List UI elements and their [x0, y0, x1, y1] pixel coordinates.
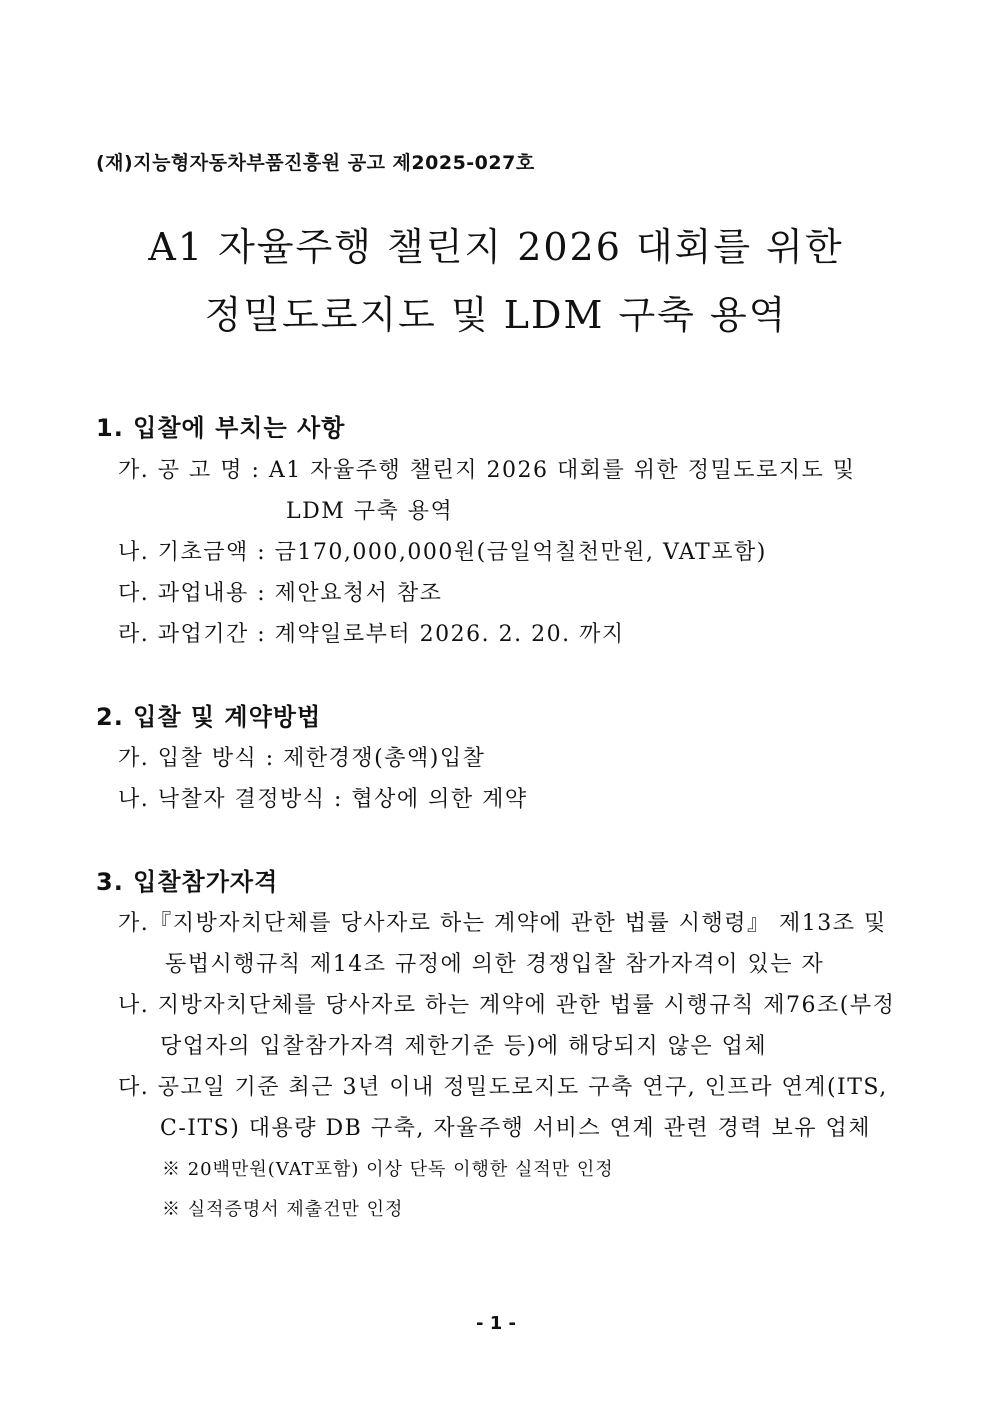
- section-1-item-d: 라. 과업기간 : 계약일로부터 2026. 2. 20. 까지: [118, 622, 625, 647]
- section-3-item-c-cont: C-ITS) 대용량 DB 구축, 자율주행 서비스 연계 관련 경력 보유 업체: [160, 1116, 872, 1141]
- section-3-item-b-cont: 당업자의 입찰참가자격 제한기준 등)에 해당되지 않은 업체: [160, 1034, 768, 1059]
- section-3-item-a-cont: 동법시행규칙 제14조 규정에 의한 경쟁입찰 참가자격이 있는 자: [165, 952, 825, 977]
- section-1-item-a: 가. 공 고 명 : A1 자율주행 챌린지 2026 대회를 위한 정밀도로지도 및: [118, 458, 856, 483]
- notice-number: (재)지능형자동차부품진흥원 공고 제2025-027호: [96, 152, 535, 174]
- section-3-item-b: 나. 지방자치단체를 당사자로 하는 계약에 관한 법률 시행규칙 제76조(부정: [118, 993, 896, 1018]
- section-3-heading: 3. 입찰참가자격: [96, 868, 279, 896]
- section-2-item-a: 가. 입찰 방식 : 제한경쟁(총액)입찰: [118, 746, 486, 771]
- section-2-item-b: 나. 낙찰자 결정방식 : 협상에 의한 계약: [118, 787, 528, 812]
- page-number: - 1 -: [476, 1313, 516, 1334]
- section-3-note-1: ※ 20백만원(VAT포함) 이상 단독 이행한 실적만 인정: [162, 1159, 614, 1180]
- document-title-line2: 정밀도로지도 및 LDM 구축 용역: [204, 293, 788, 337]
- section-1-item-b: 나. 기초금액 : 금170,000,000원(금일억칠천만원, VAT포함): [118, 540, 767, 565]
- section-3-item-c: 다. 공고일 기준 최근 3년 이내 정밀도로지도 구축 연구, 인프라 연계(ITS,: [118, 1075, 888, 1100]
- section-1-item-c: 다. 과업내용 : 제안요청서 참조: [118, 581, 443, 606]
- section-1-heading: 1. 입찰에 부치는 사항: [96, 414, 346, 442]
- section-3-item-a: 가.『지방자치단체를 당사자로 하는 계약에 관한 법률 시행령』 제13조 및: [118, 911, 887, 936]
- document-title-line1: A1 자율주행 챌린지 2026 대회를 위한: [148, 225, 844, 269]
- section-3-note-2: ※ 실적증명서 제출건만 인정: [162, 1199, 404, 1220]
- section-1-item-a-cont: LDM 구축 용역: [286, 499, 454, 524]
- section-2-heading: 2. 입찰 및 계약방법: [96, 703, 322, 731]
